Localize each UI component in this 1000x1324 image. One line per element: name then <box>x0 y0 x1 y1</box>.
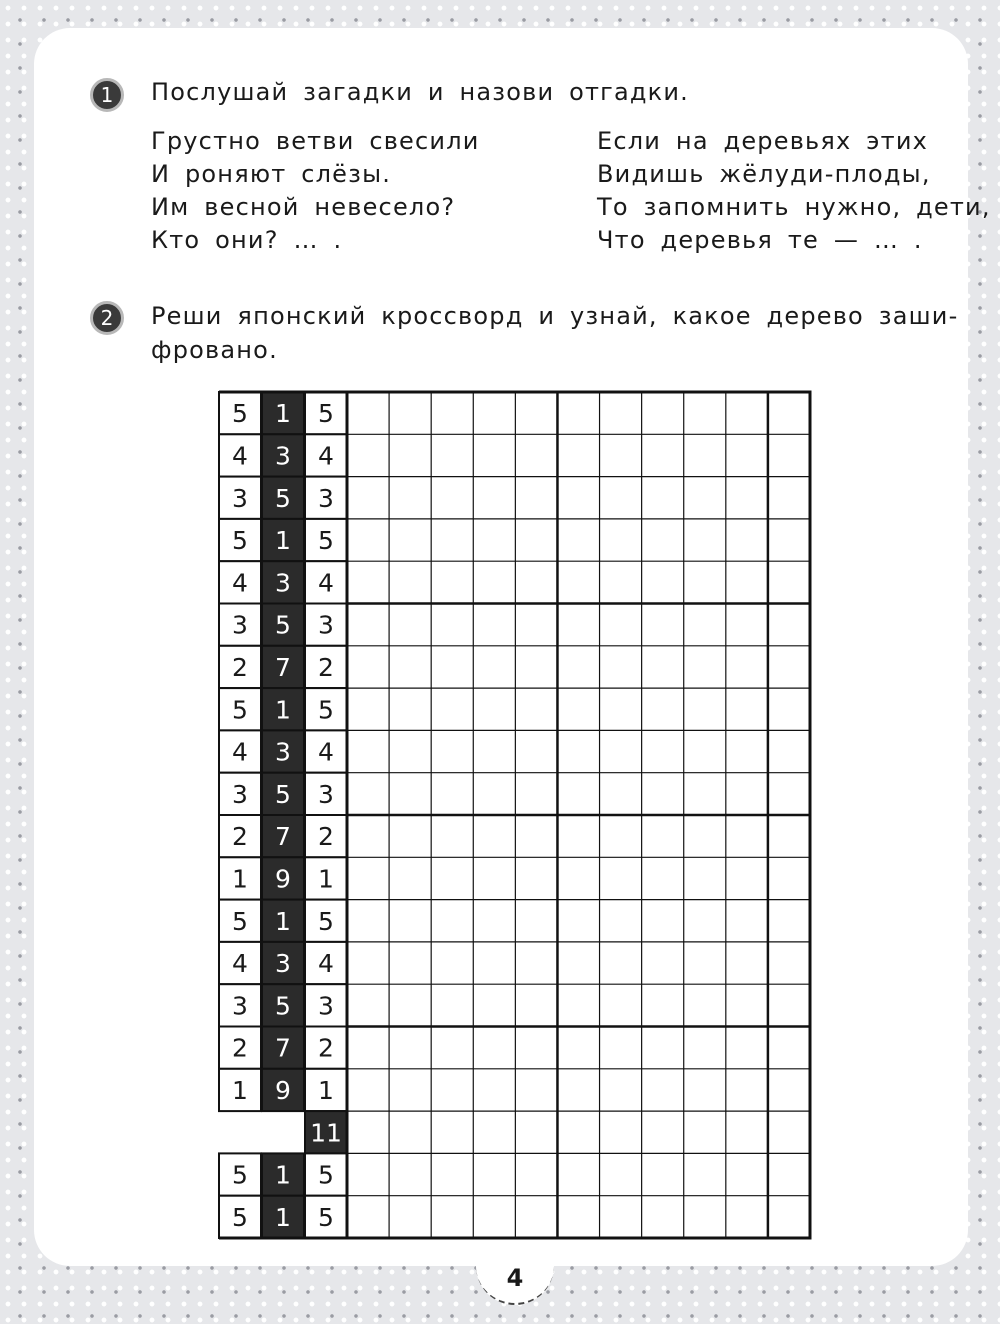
riddle-left-line: И роняют слёзы. <box>151 160 392 188</box>
clue-number: 5 <box>232 399 248 429</box>
clue-number: 9 <box>275 864 291 894</box>
clue-number: 3 <box>232 991 248 1021</box>
clue-number: 4 <box>318 441 334 471</box>
task-2-number-badge: 2 <box>90 301 124 335</box>
clue-number: 1 <box>275 399 291 429</box>
clue-number: 3 <box>275 568 291 598</box>
task-2-instruction-line-2: фровано. <box>151 336 278 364</box>
clue-number: 3 <box>318 779 334 809</box>
clue-number: 1 <box>275 695 291 725</box>
task-1-number-badge: 1 <box>90 78 124 112</box>
clue-number: 2 <box>232 652 248 682</box>
clue-number: 3 <box>275 441 291 471</box>
clue-number: 5 <box>232 906 248 936</box>
clue-number: 5 <box>318 526 334 556</box>
clue-number: 7 <box>275 1033 291 1063</box>
clue-number: 4 <box>232 737 248 767</box>
clue-number: 1 <box>318 1075 334 1105</box>
clue-number: 3 <box>232 610 248 640</box>
clue-number: 5 <box>318 1160 334 1190</box>
clue-number: 5 <box>275 779 291 809</box>
clue-number: 5 <box>318 399 334 429</box>
clue-number: 4 <box>232 568 248 598</box>
clue-number: 2 <box>232 1033 248 1063</box>
riddle-right-line: То запомнить нужно, дети, <box>597 193 991 221</box>
clue-number: 11 <box>310 1118 342 1148</box>
clue-number: 1 <box>232 1075 248 1105</box>
clue-number: 5 <box>232 1202 248 1232</box>
clue-number: 2 <box>318 652 334 682</box>
clue-number: 5 <box>232 695 248 725</box>
clue-number: 3 <box>232 779 248 809</box>
riddle-left-line: Кто они? … . <box>151 226 343 254</box>
clue-number: 5 <box>232 1160 248 1190</box>
clue-number: 5 <box>318 906 334 936</box>
riddle-right-line: Что деревья те — … . <box>597 226 923 254</box>
clue-number: 3 <box>318 483 334 513</box>
clue-number: 5 <box>318 1202 334 1232</box>
task-2-instruction-line-1: Реши японский кроссворд и узнай, какое дерево заши- <box>151 302 959 330</box>
clue-number: 5 <box>275 610 291 640</box>
clue-number: 3 <box>275 949 291 979</box>
clue-number: 1 <box>275 906 291 936</box>
clue-number: 1 <box>275 526 291 556</box>
clue-number: 2 <box>232 822 248 852</box>
riddle-right-line: Видишь жёлуди-плоды, <box>597 160 931 188</box>
clue-number: 3 <box>318 610 334 640</box>
clue-number: 1 <box>275 1160 291 1190</box>
clue-number: 5 <box>232 526 248 556</box>
clue-number: 4 <box>318 568 334 598</box>
riddle-left-line: Грустно ветви свесили <box>151 127 480 155</box>
page-number: 4 <box>476 1255 554 1305</box>
clue-number: 3 <box>275 737 291 767</box>
clue-number: 3 <box>232 483 248 513</box>
clue-number: 4 <box>232 949 248 979</box>
clue-number: 4 <box>318 737 334 767</box>
clue-number: 5 <box>275 483 291 513</box>
clue-number: 7 <box>275 822 291 852</box>
clue-number: 7 <box>275 652 291 682</box>
clue-number: 2 <box>318 822 334 852</box>
task-1-instruction: Послушай загадки и назови отгадки. <box>151 78 690 106</box>
clue-number: 3 <box>318 991 334 1021</box>
clue-number: 1 <box>275 1202 291 1232</box>
clue-number: 4 <box>318 949 334 979</box>
clue-number: 5 <box>318 695 334 725</box>
riddle-left-line: Им весной невесело? <box>151 193 456 221</box>
clue-number: 2 <box>318 1033 334 1063</box>
clue-number: 5 <box>275 991 291 1021</box>
clue-number: 1 <box>232 864 248 894</box>
clue-number: 1 <box>318 864 334 894</box>
clue-number: 4 <box>232 441 248 471</box>
riddle-right-line: Если на деревьях этих <box>597 127 929 155</box>
clue-number: 9 <box>275 1075 291 1105</box>
